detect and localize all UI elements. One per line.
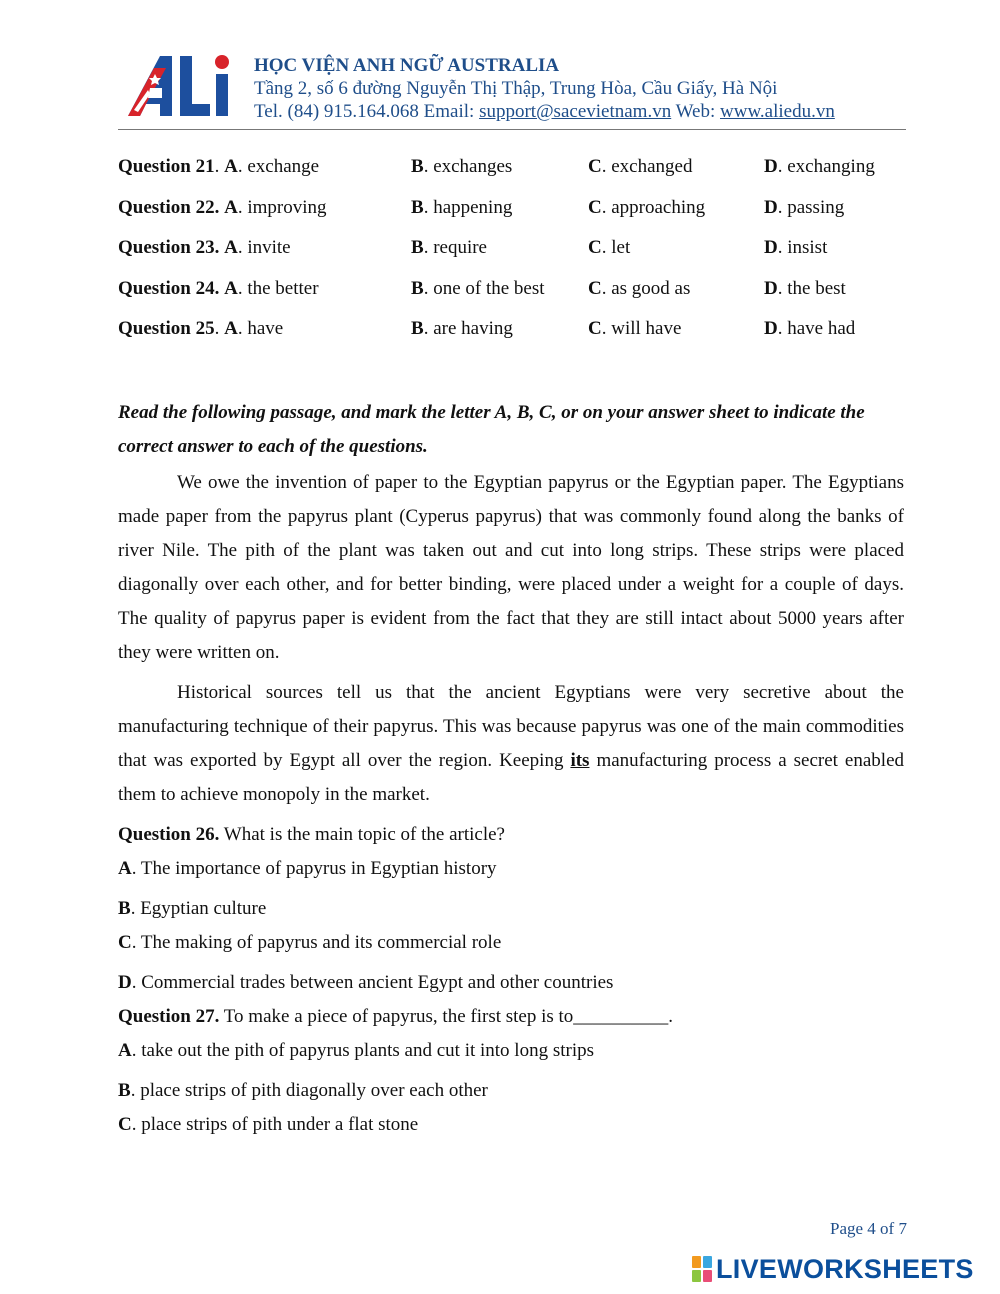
option-text: . exchange [237,156,320,177]
answer-option-a[interactable] [118,278,319,300]
option-letter: C [588,197,602,218]
answer-option-c[interactable] [588,197,705,219]
option-text: . the better [237,278,319,299]
option-letter: B [411,278,424,299]
institute-name: HỌC VIỆN ANH NGỮ AUSTRALIA [254,55,560,76]
option-letter: C [588,318,602,339]
web-label: Web: [671,101,720,122]
passage-paragraph-2 [118,676,904,812]
option-letter: C [118,932,132,953]
ali-logo [126,50,236,120]
question-label: Question 23. [118,237,220,258]
option-letter: C [588,278,602,299]
option-text: . place strips of pith diagonally over each other [130,1080,488,1101]
question-26-label: Question 26. [118,824,220,845]
question-label: Question 24. [118,278,220,299]
answer-option-a[interactable] [118,156,319,178]
option-letter: A [224,156,238,177]
option-letter: B [411,156,424,177]
question-label: Question 22. [118,197,220,218]
highlighted-word: its [570,750,590,771]
option-letter: B [118,898,131,919]
question-27-label: Question 27. [118,1006,220,1027]
answer-option-a[interactable] [118,318,283,340]
header-block [254,54,835,123]
answer-option-d[interactable] [764,318,855,340]
passage-instruction: Read the following passage, and mark the letter A, B, C, or on your answer sheet to indicate the correct answer to each of the questions. [118,402,865,457]
question-26-option-d[interactable] [118,972,613,994]
passage-p2-text-b: manufacturing process a secret enabled them to achieve monopoly in the market. [118,750,904,805]
option-letter: B [118,1080,131,1101]
option-letter: A [224,318,238,339]
option-text: . approaching [601,197,706,218]
answer-option-b[interactable] [411,237,487,259]
option-letter: D [764,278,778,299]
option-text: . place strips of pith under a flat stone [131,1114,419,1135]
option-letter: A [224,197,238,218]
option-text: . improving [237,197,327,218]
answer-option-c[interactable] [588,278,690,300]
option-text: . happening [423,197,513,218]
option-letter: C [588,237,602,258]
answer-option-b[interactable] [411,156,512,178]
contact-line [254,100,835,123]
question-label: Question 21 [118,156,215,177]
question-27-option-b[interactable] [118,1080,488,1102]
option-text: . insist [777,237,828,258]
question-26-option-b[interactable] [118,898,266,920]
option-letter: D [764,156,778,177]
option-text: . have had [777,318,856,339]
question-26-text: What is the main topic of the article? [219,824,505,845]
liveworksheets-icon [692,1256,712,1282]
option-letter: B [411,318,424,339]
option-text: . the best [777,278,846,299]
option-letter: C [588,156,602,177]
question-26-stem [118,824,505,846]
option-text: . passing [777,197,845,218]
answer-option-d[interactable] [764,197,844,219]
option-text: . The making of papyrus and its commercial role [131,932,502,953]
institute-address: Tầng 2, số 6 đường Nguyễn Thị Thập, Trung Hòa, Cầu Giấy, Hà Nội [254,78,778,99]
question-26-option-a[interactable] [118,858,497,880]
option-text: . have [237,318,284,339]
option-text: . let [601,237,631,258]
option-text: . exchanges [423,156,513,177]
option-text: . Commercial trades between ancient Egypt and other countries [131,972,614,993]
answer-option-d[interactable] [764,278,846,300]
logo-text: ALi [126,50,128,51]
option-letter: B [411,237,424,258]
answer-option-a[interactable] [118,237,291,259]
answer-option-a[interactable] [118,197,327,219]
answer-option-c[interactable] [588,318,681,340]
option-letter: D [118,972,132,993]
option-text: . as good as [601,278,691,299]
answer-option-b[interactable] [411,197,512,219]
website-link[interactable]: www.aliedu.vn [720,101,835,122]
answer-option-d[interactable] [764,156,875,178]
passage-paragraph-1 [118,466,904,670]
question-27-text: To make a piece of papyrus, the first step is to__________. [219,1006,674,1027]
liveworksheets-brand[interactable] [692,1252,974,1286]
answer-option-d[interactable] [764,237,827,259]
option-letter: C [118,1114,132,1135]
answer-option-b[interactable] [411,278,545,300]
option-text: . exchanged [601,156,693,177]
option-text: . invite [237,237,291,258]
question-separator: . [214,318,225,339]
option-letter: D [764,237,778,258]
passage-p2-text-a: Historical sources tell us that the ancient Egyptians were very secretive about the manufacturing technique of their papyrus. This was because papyrus was one of the main commodities that was exported by Egypt all over the region. Keeping [118,682,904,771]
option-text: . take out the pith of papyrus plants and cut it into long strips [131,1040,595,1061]
answer-option-b[interactable] [411,318,513,340]
question-label: Question 25 [118,318,215,339]
question-27-option-a[interactable] [118,1040,594,1062]
option-text: . one of the best [423,278,545,299]
tel-label: Tel. (84) 915.164.068 Email: [254,101,480,122]
option-letter: A [224,278,238,299]
liveworksheets-wordmark: LIVEWORKSHEETS [716,1253,974,1284]
question-27-option-c[interactable] [118,1114,418,1136]
page-number: Page 4 of 7 [830,1219,907,1238]
header-divider [118,129,906,130]
option-text: . require [423,237,487,258]
option-letter: A [118,858,132,879]
answer-option-c[interactable] [588,237,630,259]
option-text: . are having [423,318,513,339]
answer-option-c[interactable] [588,156,692,178]
option-letter: A [224,237,238,258]
option-text: . exchanging [777,156,875,177]
question-separator: . [214,156,225,177]
question-27-stem [118,1006,673,1028]
passage-p1-text: We owe the invention of paper to the Egyptian papyrus or the Egyptian paper. The Egyptians made paper from the papyrus plant (Cyperus papyrus) that was commonly found along the banks of river Nile. The pith of the plant was taken out and cut into long strips. These strips were placed diagonally over each other, and for better binding, were placed under a weight for a couple of days. The quality of papyrus paper is evident from the fact that they are still intact about 5000 years after they were written on. [118,472,904,663]
option-letter: A [118,1040,132,1061]
option-text: . Egyptian culture [130,898,267,919]
email-link[interactable]: support@sacevietnam.vn [479,101,672,122]
option-letter: D [764,197,778,218]
option-letter: B [411,197,424,218]
question-26-option-c[interactable] [118,932,501,954]
option-letter: D [764,318,778,339]
option-text: . will have [601,318,682,339]
option-text: . The importance of papyrus in Egyptian history [131,858,497,879]
